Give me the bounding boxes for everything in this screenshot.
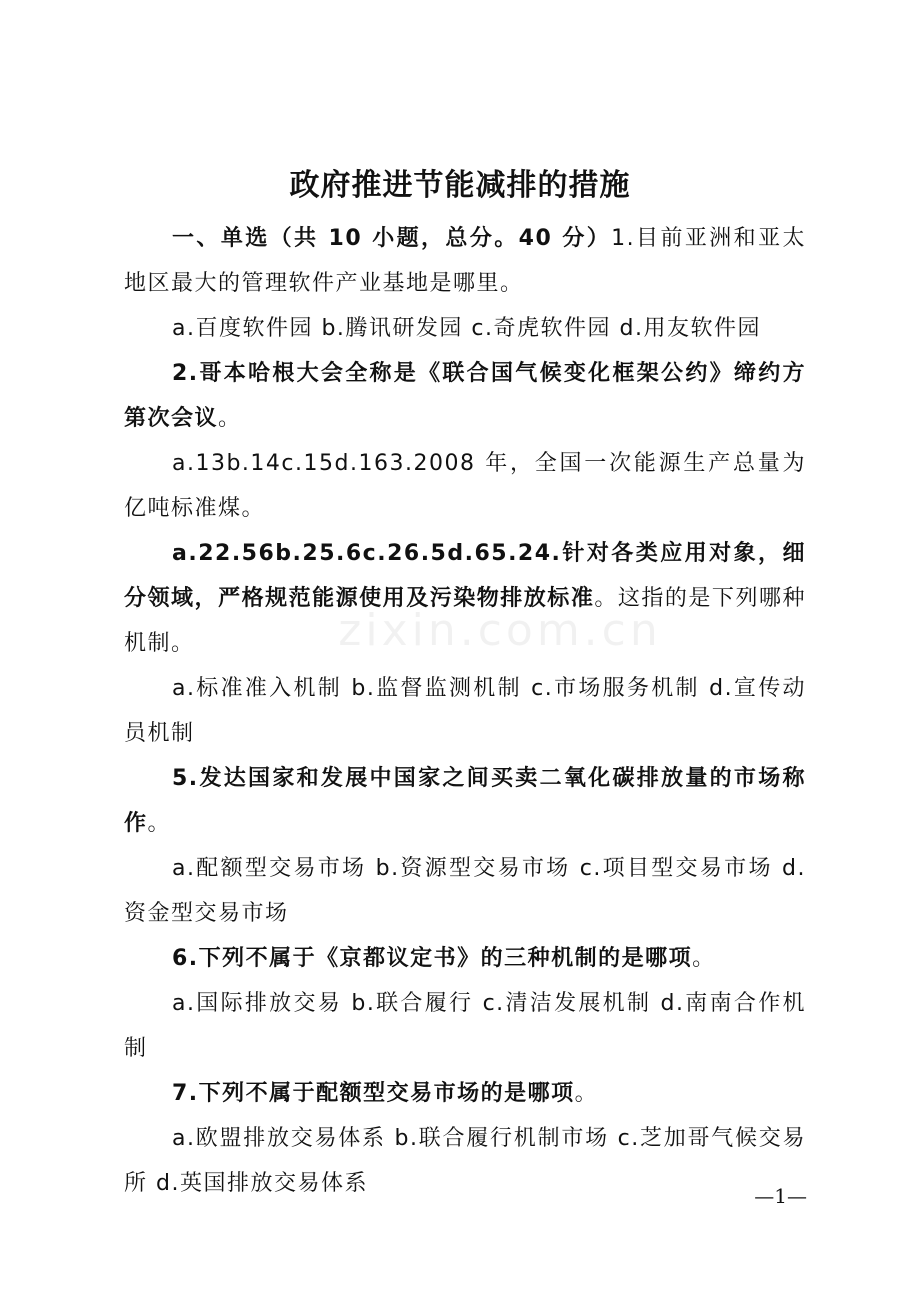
- question-6: [124, 936, 806, 981]
- question-2-tail: 。: [218, 406, 242, 431]
- question-6-text: 6.下列不属于《京都议定书》的三种机制的是哪项: [172, 946, 693, 971]
- question-1-text: 1.目前亚洲和亚太地区最大的管理软件产业基地是哪里。: [124, 226, 806, 296]
- section-heading: 一、单选（共 10 小题，总分。40 分）: [172, 226, 612, 251]
- question-7-options: a.欧盟排放交易体系 b.联合履行机制市场 c.芝加哥气候交易所 d.英国排放交易体系: [124, 1126, 806, 1196]
- question-3-4-tail: 。这指的是下列哪种机制。: [124, 586, 806, 656]
- question-7: [124, 1071, 806, 1116]
- question-7-tail: 。: [574, 1081, 599, 1106]
- question-2-text: 2.哥本哈根大会全称是《联合国气候变化框架公约》缔约方第次会议: [124, 361, 806, 431]
- question-5-text: 5.发达国家和发展中国家之间买卖二氧化碳排放量的市场称作: [124, 766, 806, 836]
- question-7-text: 7.下列不属于配额型交易市场的是哪项: [172, 1081, 575, 1106]
- document-body: [124, 216, 806, 1206]
- section-heading-paragraph: [124, 216, 806, 306]
- question-2: [124, 351, 806, 441]
- question-6-tail: 。: [692, 946, 716, 971]
- question-5-tail: 。: [147, 811, 172, 836]
- question-5-options: a.配额型交易市场 b.资源型交易市场 c.项目型交易市场 d.资金型交易市场: [124, 856, 806, 926]
- question-1-options: a.百度软件园 b.腾讯研发园 c.奇虎软件园 d.用友软件园: [172, 316, 761, 341]
- document-title: 政府推进节能减排的措施: [289, 168, 631, 203]
- question-3-4-text: a.22.56b.25.6c.26.5d.65.24.针对各类应用对象，细分领域，严格规范能源使用及污染物排放标准: [124, 541, 806, 611]
- question-5: [124, 756, 806, 846]
- question-4-options: a.标准准入机制 b.监督监测机制 c.市场服务机制 d.宣传动员机制: [124, 676, 806, 746]
- question-2-3-options: a.13b.14c.15d.163.2008 年，全国一次能源生产总量为亿吨标准煤。: [124, 451, 806, 521]
- question-6-options: a.国际排放交易 b.联合履行 c.清洁发展机制 d.南南合作机制: [124, 991, 806, 1061]
- watermark: zixin.com.cn: [338, 605, 662, 656]
- page-number: —1—: [754, 1184, 807, 1208]
